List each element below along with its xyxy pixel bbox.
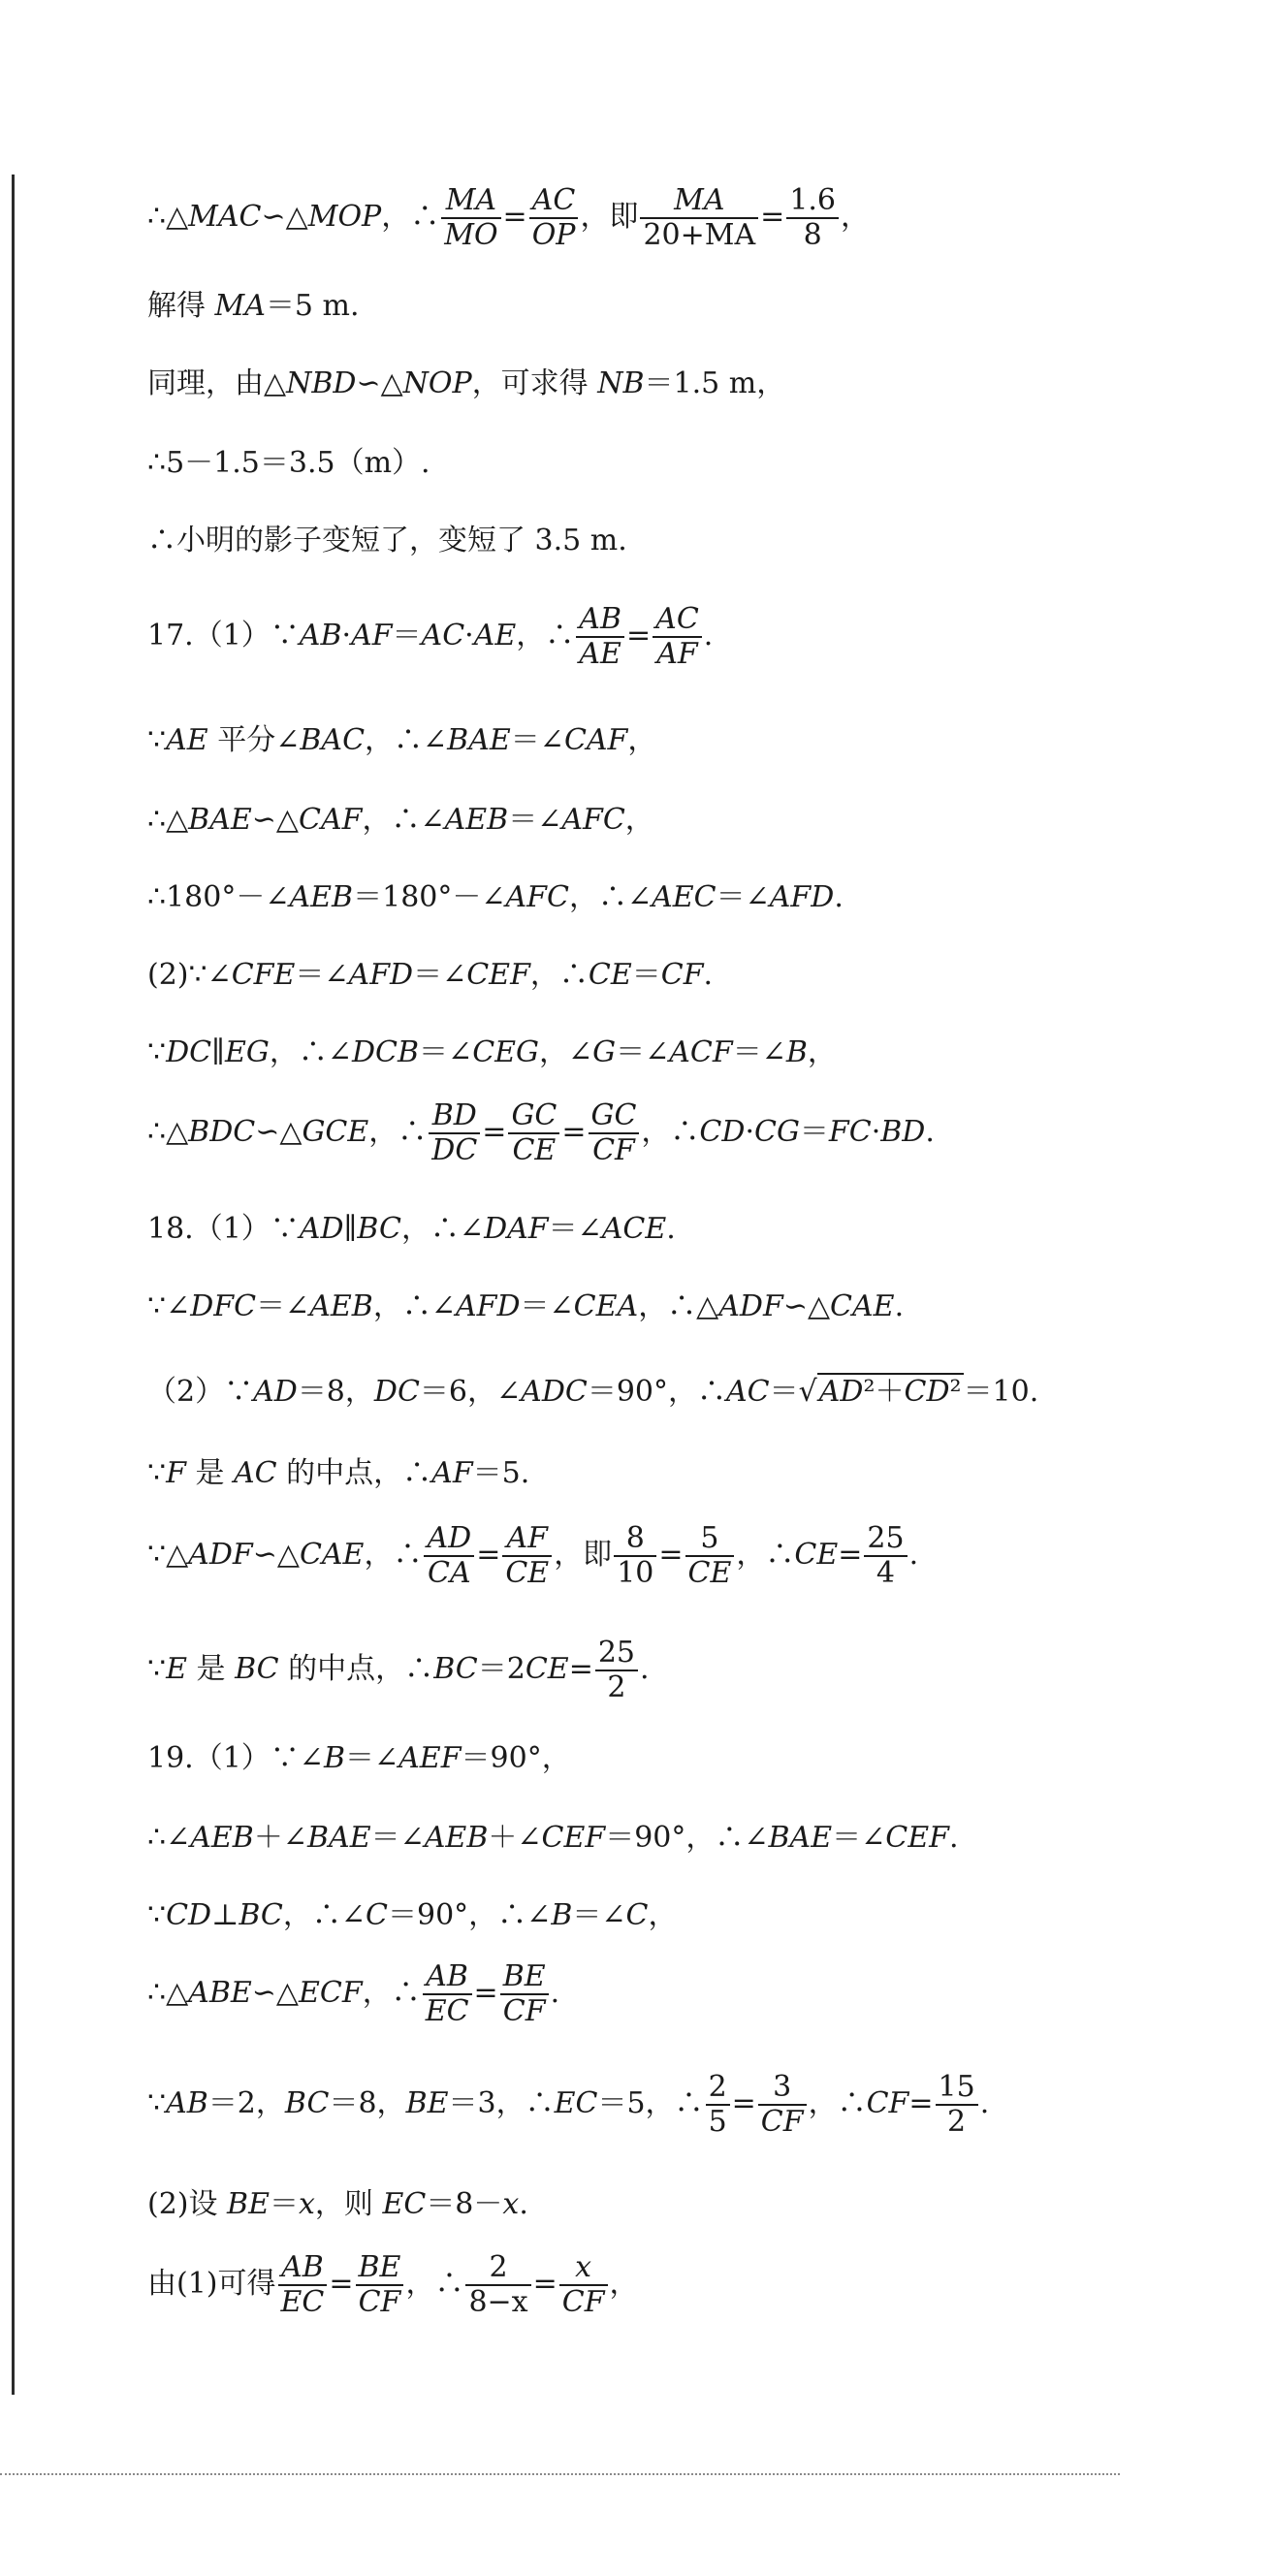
line-24: (2)设 BE＝x，则 EC＝8－x. [147,2187,528,2221]
line-4: ∴5－1.5＝3.5（m）. [147,446,430,480]
line-3: 同理，由△NBD∽△NOP，可求得 NB＝1.5 m， [147,366,786,400]
line-2: 解得 MA＝5 m. [147,289,360,323]
line-22: ∴△ABE∽△ECF，∴ $\frac{AB}{EC}$ = $\frac{BE}{CF}$ . [147,1959,560,2028]
left-margin-rule [12,175,15,2395]
line-19: 19.（1）∵∠B＝∠AEF＝90°， [147,1741,571,1775]
line-20: ∴∠AEB＋∠BAE＝∠AEB＋∠CEF＝90°，∴∠BAE＝∠CEF. [147,1821,959,1855]
fraction: $\frac{AC}{OP}$ [529,184,579,252]
fraction: $\frac{2}{8-x}$ [465,2251,530,2319]
fraction: $\frac{AF}{CE}$ [502,1522,552,1590]
fraction: $\frac{2}{5}$ [706,2071,730,2139]
bottom-dotted-rule [0,2473,1120,2475]
fraction: $\frac{5}{CE}$ [685,1522,735,1590]
fraction: $\frac{BE}{CF}$ [500,1960,549,2028]
fraction: $\frac{25}{2}$ [595,1637,638,1704]
line-10: (2)∵∠CFE＝∠AFD＝∠CEF，∴CE＝CF. [147,958,714,992]
line-17: ∵△ADF∽△CAE，∴ $\frac{AD}{CA}$ = $\frac{AF}{CE}$ ，即 $\frac{8}{10}$ = $\frac{5}{CE}$ ，∴CE= $\frac{25}{4}$ . [147,1521,919,1590]
fraction: $\frac{MA}{20+MA}$ [640,184,758,252]
fraction: $\frac{8}{10}$ [614,1522,656,1590]
fraction: $\frac{AB}{EC}$ [278,2251,328,2319]
fraction: $\frac{x}{CF}$ [559,2251,608,2319]
line-7: ∵AE 平分∠BAC，∴∠BAE＝∠CAF， [147,723,657,757]
fraction: $\frac{15}{2}$ [936,2071,978,2139]
fraction: $\frac{GC}{CE}$ [508,1099,559,1167]
line-11: ∵DC∥EG，∴∠DCB＝∠CEG，∠G＝∠ACF＝∠B， [147,1035,837,1069]
line-18: ∵E 是 BC 的中点，∴BC＝2CE= $\frac{25}{2}$ . [147,1636,650,1704]
fraction: $\frac{AD}{CA}$ [424,1522,474,1590]
line-5: ∴小明的影子变短了，变短了 3.5 m. [147,524,627,557]
line-15: （2）∵AD＝8，DC＝6，∠ADC＝90°，∴AC＝√AD²＋CD²＝10. [147,1375,1039,1409]
line-21: ∵CD⊥BC，∴∠C＝90°，∴∠B＝∠C， [147,1898,678,1932]
fraction: $\frac{AB}{AE}$ [576,603,624,671]
line-23: ∵AB＝2，BC＝8，BE＝3，∴EC＝5，∴ $\frac{2}{5}$ = $\frac{3}{CF}$ ，∴CF= $\frac{15}{2}$ . [147,2070,990,2139]
fraction: $\frac{1.6}{8}$ [786,184,839,252]
line-1: ∴△MAC∽△MOP，∴ $\frac{MA}{MO}$ = $\frac{AC}{OP}$ ，即 $\frac{MA}{20+MA}$ = $\frac{1.6}{8}$ ， [147,183,871,252]
fraction: $\frac{3}{CF}$ [758,2071,807,2139]
fraction: $\frac{BE}{CF}$ [356,2251,404,2319]
fraction: $\frac{MA}{MO}$ [441,184,500,252]
line-6: 17.（1）∵AB·AF＝AC·AE，∴ $\frac{AB}{AE}$ = $\frac{AC}{AF}$ . [147,602,714,671]
line-12: ∴△BDC∽△GCE，∴ $\frac{BD}{DC}$ = $\frac{GC}{CE}$ = $\frac{GC}{CF}$ ，∴CD·CG＝FC·BD. [147,1098,935,1167]
fraction: $\frac{BD}{DC}$ [429,1099,480,1167]
line-16: ∵F 是 AC 的中点，∴AF＝5. [147,1456,530,1490]
line-13: 18.（1）∵AD∥BC，∴∠DAF＝∠ACE. [147,1212,676,1246]
line-8: ∴△BAE∽△CAF，∴∠AEB＝∠AFC， [147,803,654,837]
line-25: 由(1)可得 $\frac{AB}{EC}$ = $\frac{BE}{CF}$ ，∴ $\frac{2}{8-x}$ = $\frac{x}{CF}$ ， [147,2250,639,2319]
line-9: ∴180°－∠AEB＝180°－∠AFC，∴∠AEC＝∠AFD. [147,880,844,914]
fraction: $\frac{25}{4}$ [864,1522,907,1590]
fraction: $\frac{GC}{CF}$ [589,1099,640,1167]
fraction: $\frac{AC}{AF}$ [653,603,702,671]
fraction: $\frac{AB}{EC}$ [423,1960,472,2028]
line-14: ∵∠DFC＝∠AEB，∴∠AFD＝∠CEA，∴△ADF∽△CAE. [147,1289,905,1323]
